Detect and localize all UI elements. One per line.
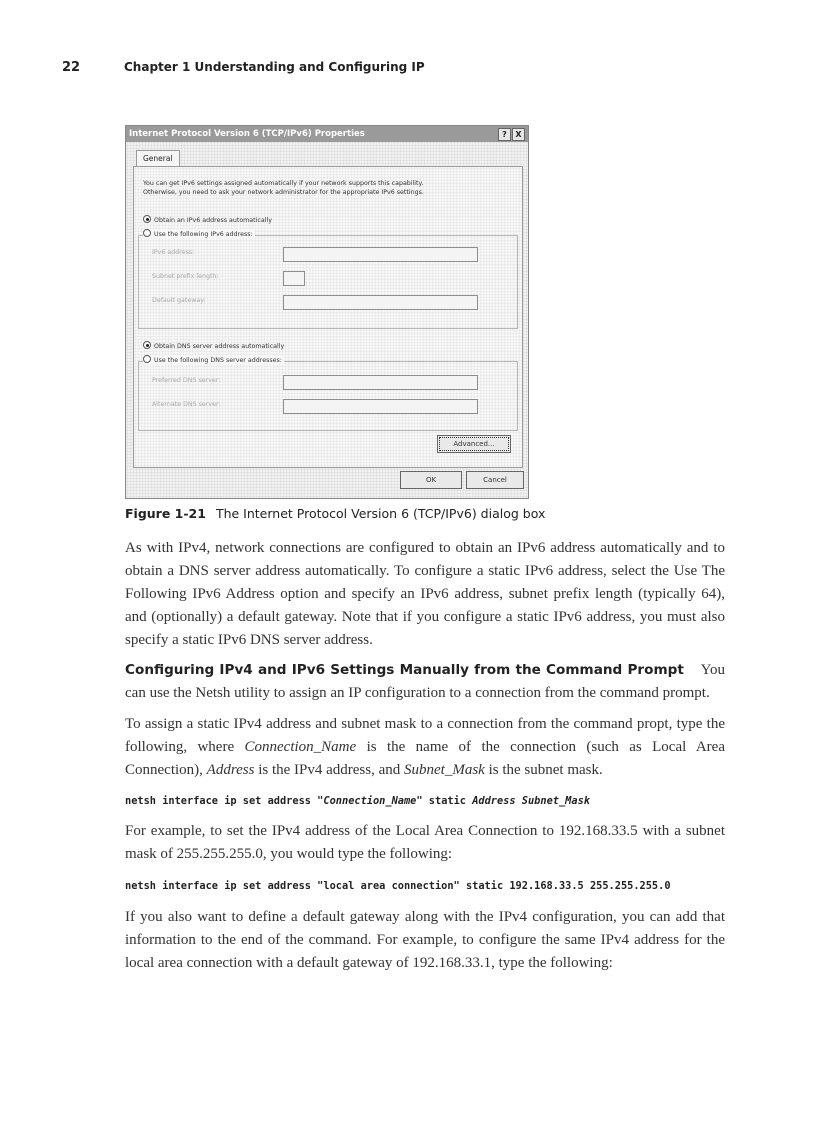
dialog-title: Internet Protocol Version 6 (TCP/IPv6) Properties [129, 129, 365, 139]
dialog-titlebar [126, 126, 528, 142]
code-run: netsh interface ip set address " [125, 795, 324, 807]
radio-selected-icon [143, 341, 151, 349]
intro-line-1: You can get IPv6 settings assigned automatically if your network supports this capability. [143, 180, 424, 187]
ipv6-address-field[interactable] [283, 247, 478, 262]
italic-term: Address [206, 762, 255, 778]
figure-caption [125, 506, 545, 521]
preferred-dns-field[interactable] [283, 375, 478, 390]
general-panel [133, 166, 523, 468]
intro-line-2: Otherwise, you need to ask your network administrator for the appropriate IPv6 settings. [143, 189, 424, 196]
ipv6-properties-dialog [125, 125, 529, 499]
subnet-prefix-label: Subnet prefix length: [152, 273, 219, 280]
radio-selected-icon [143, 215, 151, 223]
radio-label: Use the following DNS server addresses: [154, 357, 282, 364]
radio-obtain-ipv6-auto[interactable] [143, 215, 272, 224]
figure-caption-text: The Internet Protocol Version 6 (TCP/IPv6) dialog box [215, 506, 546, 521]
help-icon[interactable]: ? [498, 128, 511, 141]
code-italic: Connection_Name [323, 795, 417, 807]
section-heading-text: You can use the Netsh utility to assign an IP configuration to a connection from the command prompt. [125, 662, 725, 701]
page-number: 22 [62, 60, 81, 75]
radio-obtain-dns-auto[interactable] [143, 341, 284, 350]
advanced-button[interactable]: Advanced... [437, 435, 511, 453]
preferred-dns-label: Preferred DNS server: [152, 377, 221, 384]
italic-term: Connection_Name [244, 739, 357, 755]
running-header [62, 60, 425, 75]
cancel-button[interactable]: Cancel [466, 471, 524, 489]
paragraph-example: For example, to set the IPv4 address of the Local Area Connection to 192.168.33.5 with a subnet mask of 255.255.255.0, you would type the following: [125, 823, 725, 862]
code-netsh-syntax [125, 795, 590, 807]
code-run: " static [416, 795, 473, 807]
text-run: is the name of the connection (such as Local Area Connection), [125, 739, 725, 778]
ipv6-address-label: IPv6 address: [152, 249, 195, 256]
paragraph-ipv6-intro: As with IPv4, network connections are configured to obtain an IPv6 address automatically and to obtain a DNS server address automatically. To configure a static IPv6 address, select the Use The Following IPv6 Address option and specify an IPv6 address, subnet prefix length (typically 64), and (optionally) a default gateway. Note that if you configure a static IPv6 address, you must also specify a static IPv6 DNS server address. [125, 540, 725, 648]
code-netsh-example: netsh interface ip set address "local area connection" static 192.168.33.5 255.255.255.0 [125, 880, 671, 892]
figure-label: Figure 1-21 [125, 506, 206, 521]
radio-unselected-icon [143, 355, 151, 363]
chapter-title: Chapter 1 Understanding and Configuring IP [124, 60, 425, 74]
paragraph-static-ipv4 [125, 713, 725, 782]
paragraph-command-prompt [125, 659, 725, 705]
tab-general[interactable]: General [136, 150, 180, 167]
code-italic: Address Subnet_Mask [472, 795, 590, 807]
section-heading: Configuring IPv4 and IPv6 Settings Manually from the Command Prompt [125, 662, 684, 678]
default-gateway-label: Default gateway: [152, 297, 206, 304]
intro-text [143, 179, 513, 197]
radio-use-following-ipv6[interactable] [143, 229, 255, 238]
paragraph-default-gateway: If you also want to define a default gateway along with the IPv4 configuration, you can add that information to the end of the command. For example, to configure the same IPv4 address for the local area connection with a default gateway of 192.168.33.1, type the following: [125, 909, 725, 971]
dns-address-group [138, 361, 518, 431]
text-run: is the IPv4 address, and [254, 762, 404, 778]
text-run: To assign a static IPv4 address and subnet mask to a connection from the command propt, type the following, where [125, 716, 725, 755]
radio-label: Use the following IPv6 address: [154, 231, 253, 238]
alternate-dns-field[interactable] [283, 399, 478, 414]
alternate-dns-label: Alternate DNS server: [152, 401, 221, 408]
ok-button[interactable]: OK [400, 471, 462, 489]
radio-label: Obtain an IPv6 address automatically [154, 217, 272, 224]
radio-unselected-icon [143, 229, 151, 237]
radio-label: Obtain DNS server address automatically [154, 343, 285, 350]
radio-use-following-dns[interactable] [143, 355, 284, 364]
close-icon[interactable]: X [512, 128, 525, 141]
subnet-prefix-field[interactable] [283, 271, 305, 286]
italic-term: Subnet_Mask [404, 762, 485, 778]
default-gateway-field[interactable] [283, 295, 478, 310]
text-run: is the subnet mask. [484, 762, 603, 778]
